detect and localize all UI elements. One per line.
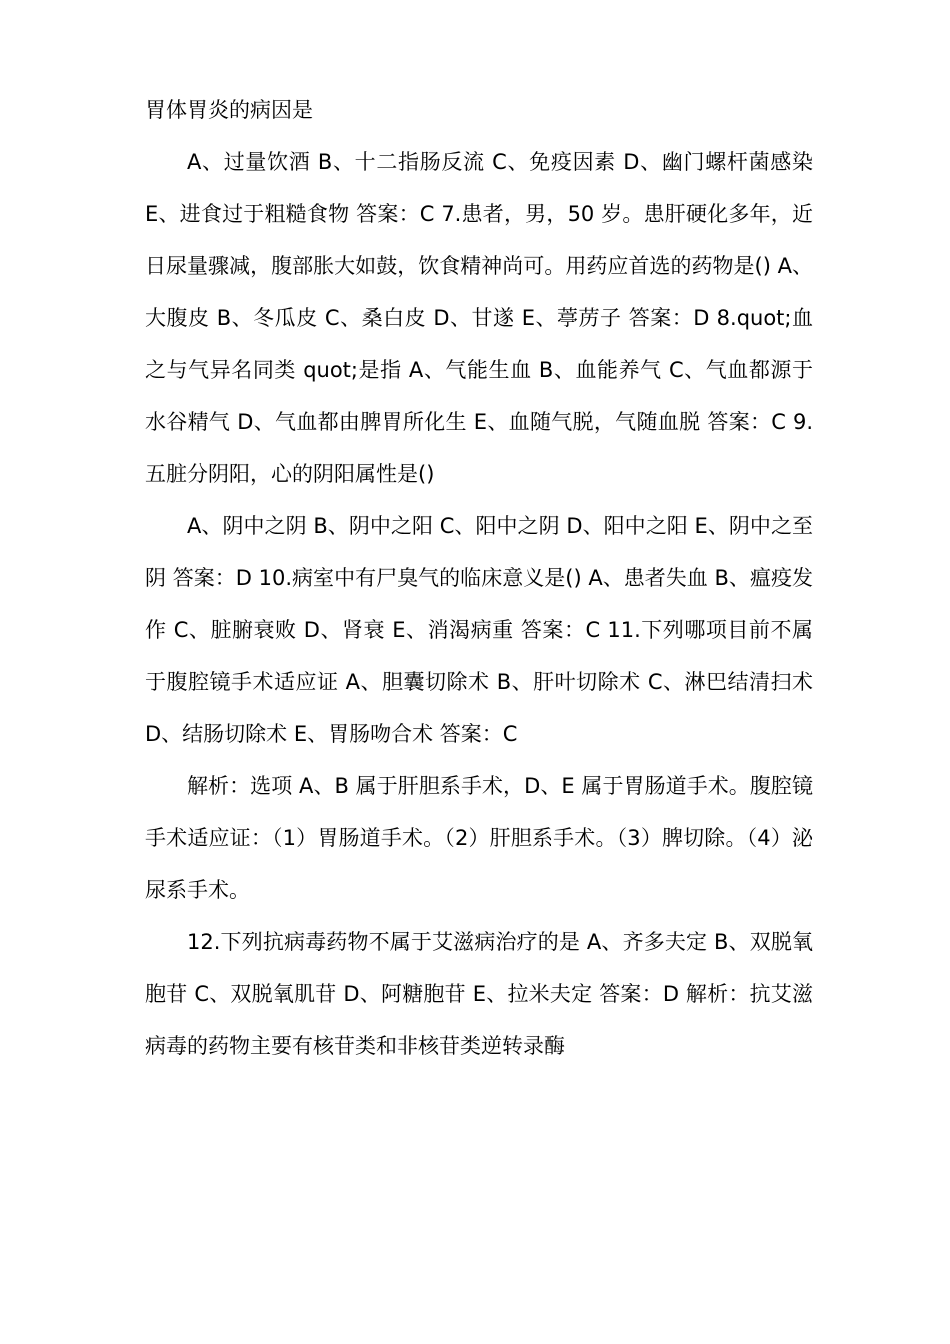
question-block-paragraph: 12.下列抗病毒药物不属于艾滋病治疗的是 A、齐多夫定 B、双脱氧胞苷 C、双脱氧肌苷 D、阿糖胞苷 E、拉米夫定 答案：D 解析：抗艾滋病毒的药物主要有核苷类和非核苷类逆转录酶 — [145, 930, 813, 1058]
question-block-paragraph: A、过量饮酒 B、十二指肠反流 C、免疫因素 D、幽门螺杆菌感染 E、进食过于粗糙食物 答案：C 7.患者，男，50 岁。患肝硬化多年，近日尿量骤减，腹部胀大如鼓，饮食精神尚可。用药应首选的药物是() A、大腹皮 B、冬瓜皮 C、桑白皮 D、甘遂 E、葶苈子 答案：D 8.quot;血之与气异名同类 quot;是指 A、气能生血 B、血能养气 C、气血都源于水谷精气 D、气血都由脾胃所化生 E、血随气脱，气随血脱 答案：C 9.五脏分阴阳，心的阴阳属性是() — [145, 150, 813, 486]
question-block-paragraph: A、阴中之阴 B、阴中之阳 C、阳中之阴 D、阳中之阳 E、阴中之至阴 答案：D 10.病室中有尸臭气的临床意义是() A、患者失血 B、瘟疫发作 C、脏腑衰败 D、肾衰 E、消渴病重 答案：C 11.下列哪项目前不属于腹腔镜手术适应证 A、胆囊切除术 B、肝叶切除术 C、淋巴结清扫术 D、结肠切除术 E、胃肠吻合术 答案：C — [145, 514, 813, 746]
document-body — [145, 84, 813, 1072]
explanation-paragraph: 解析：选项 A、B 属于肝胆系手术，D、E 属于胃肠道手术。腹腔镜手术适应证：（1）胃肠道手术。（2）肝胆系手术。（3）脾切除。（4）泌尿系手术。 — [145, 774, 813, 902]
question-stem-paragraph: 胃体胃炎的病因是 — [145, 98, 313, 122]
